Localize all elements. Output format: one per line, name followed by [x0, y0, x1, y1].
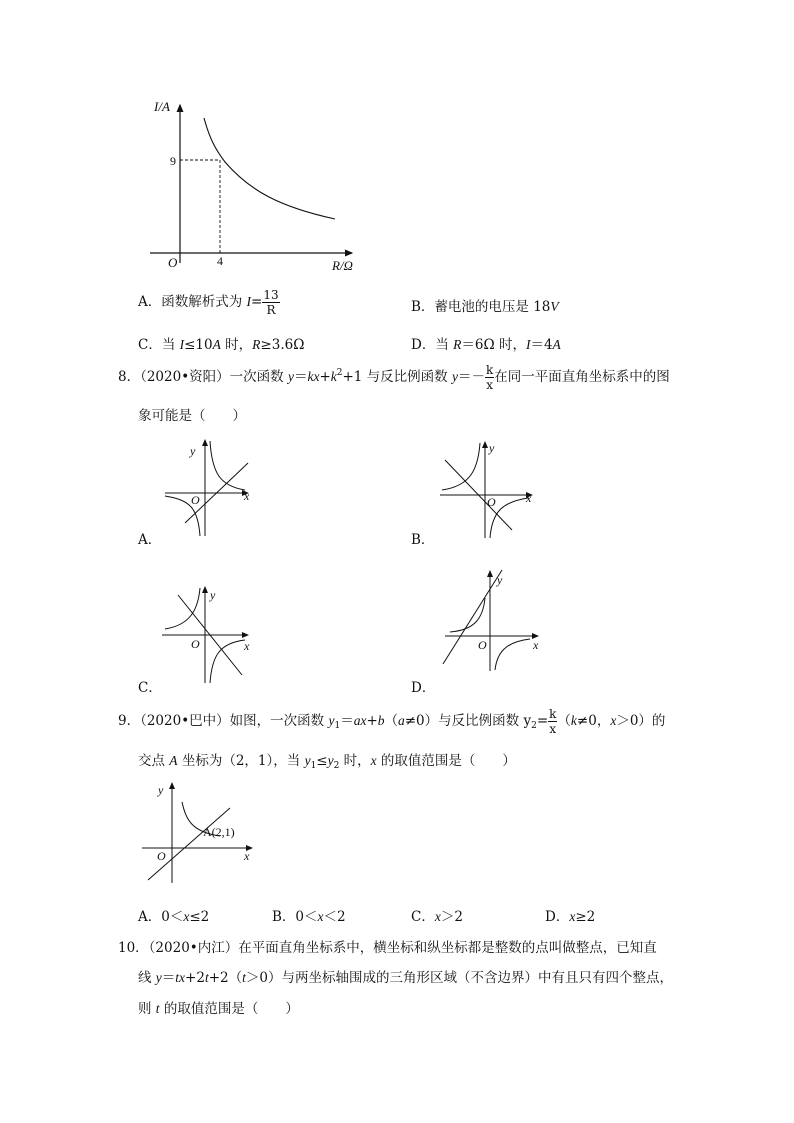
q9-c-pre: C．: [411, 909, 435, 925]
q7-a-text: A．函数解析式为: [138, 294, 247, 310]
q9-option-d: [545, 905, 595, 925]
q9-text-l2b: 坐标为（2，1），当: [177, 753, 305, 769]
q9-b-pre: B．0＜: [272, 909, 318, 925]
q9-sub2b: 2: [333, 761, 340, 771]
q9-y1: y: [328, 713, 335, 728]
q7-b-unit: V: [550, 299, 559, 314]
q9-c-x: x: [434, 909, 441, 924]
q9-line: [148, 808, 230, 880]
q9-a-x: x: [183, 909, 190, 924]
q9-cond-a: （: [384, 713, 398, 729]
q8-text-a: 8．（2020•资阳）一次函数: [118, 369, 288, 385]
q7-c-mid2: 时，: [220, 337, 253, 353]
q7-d-tail: ＝4: [530, 337, 553, 353]
q9-stem-line2: [138, 749, 516, 771]
q10-stem-line2: [138, 966, 673, 986]
q8-plus: +: [319, 369, 331, 385]
q9-c-post: ＞2: [440, 909, 463, 925]
q9-text-a: 9．（2020•巴中）如图，一次函数: [118, 713, 329, 729]
q9-le: ≤: [316, 753, 328, 769]
q8-frac-num: k: [485, 363, 494, 377]
q7-c-mid: ≤10: [184, 337, 213, 353]
q9-x-label: x: [244, 849, 250, 863]
q9-y2b: y: [327, 753, 334, 768]
q8b-x-label: x: [526, 491, 532, 505]
q10-eq: ＝: [161, 970, 176, 986]
q8b-hyperbola-q2: [442, 443, 480, 490]
q8c-origin: O: [191, 637, 200, 651]
q9-option-c: [411, 905, 463, 925]
q10-tx: tx: [175, 970, 186, 985]
q8d-origin: O: [478, 638, 487, 652]
q7-origin: O: [168, 255, 178, 270]
q8-frac-den: x: [486, 378, 493, 392]
q9-ax: ax: [353, 713, 367, 728]
q8-y2: y: [451, 369, 458, 384]
q9-b-post: ＜2: [323, 909, 346, 925]
q9-cond2-b: ≠0，: [576, 713, 611, 729]
q8-sup2: 2: [336, 368, 343, 378]
q7-d-mid: ＝6Ω 时，: [461, 337, 526, 353]
q7-d-var1: R: [453, 337, 462, 352]
q8a-x-label: x: [244, 489, 250, 503]
q9-y1b: y: [304, 753, 311, 768]
q9-text-l2d: 的取值范围是（ ）: [376, 753, 516, 769]
q9-frac-den: x: [549, 722, 557, 736]
q7-a-num: 13: [263, 288, 279, 302]
q10-t: t: [204, 970, 209, 985]
q7-a-den: R: [266, 303, 276, 317]
q7-y-label: I/A: [154, 99, 170, 114]
q9-cond2-a: （: [557, 713, 571, 729]
q10-text-l3a: 则: [138, 1001, 156, 1017]
q9-y2: y: [523, 713, 532, 729]
q7-a-fraction: [262, 289, 279, 316]
q10-text-l3b: 的取值范围是（ ）: [159, 1001, 299, 1017]
q8-y: y: [287, 369, 294, 384]
q8-k: k: [330, 369, 337, 384]
q7-a-eq: =: [251, 294, 263, 310]
q9-y-label: y: [158, 783, 164, 797]
q7-graph: [140, 95, 380, 285]
q8a-origin: O: [191, 493, 200, 507]
q9-b: b: [377, 713, 385, 728]
q9-d-post: ≥2: [575, 909, 596, 925]
q10-text-l2a: 线: [138, 970, 156, 986]
q8a-y-label: y: [190, 444, 196, 458]
q7-option-a: [138, 289, 280, 316]
q7-d-text: D．当: [411, 337, 454, 353]
q8-graph-b: [440, 440, 540, 540]
q9-origin: O: [157, 849, 166, 863]
q7-c-text: C．当: [138, 337, 180, 353]
q9-frac-num: k: [549, 707, 557, 721]
q8-eq: ＝: [293, 369, 308, 385]
q10-stem-line3: [138, 997, 299, 1017]
q7-c-var2: R: [252, 337, 261, 352]
q7-x-tick: 4: [217, 254, 223, 268]
q10-text-l2b: ＞0）与两坐标轴围成的三角形区域（不含边界）中有且只有四个整点，: [245, 970, 673, 986]
q10-plus: +2: [185, 970, 205, 986]
q8d-hyperbola-q2: [450, 598, 485, 632]
q8c-y-label: y: [210, 588, 216, 602]
q7-option-b: [411, 295, 559, 315]
q9-plus: +: [366, 713, 378, 729]
q8-eq-neg: ＝－: [457, 369, 485, 385]
q7-curve: [204, 118, 335, 219]
q9-a-pre: A．0＜: [138, 909, 184, 925]
q8-text-b: 在同一平面直角坐标系中的图: [494, 369, 670, 385]
q8-option-d-label: D．: [411, 680, 436, 696]
q7-a-var: I: [246, 294, 252, 309]
q7-c-var1: I: [179, 337, 185, 352]
q8-plus1: +1 与反比例函数: [342, 369, 452, 385]
q9-text-l2a: 交点: [138, 753, 170, 769]
q8c-hyperbola-q4: [210, 640, 245, 683]
q8-fraction: [485, 364, 494, 391]
q8d-hyperbola-q4: [495, 639, 530, 670]
q8-kx: kx: [307, 369, 320, 384]
q9-x: x: [610, 713, 617, 728]
q8-stem-line2: [138, 404, 246, 424]
q8-option-c-label: C．: [138, 680, 162, 696]
q7-b-text: B．蓄电池的电压是 18: [411, 299, 551, 315]
q7-d-var2: I: [525, 337, 531, 352]
q9-d-pre: D．: [545, 909, 570, 925]
q10-stem-line1: [118, 936, 657, 956]
q9-a: a: [398, 713, 405, 728]
q8-option-a-label: A．: [138, 532, 162, 548]
q7-d-unit: A: [552, 337, 561, 352]
q9-graph: [140, 780, 260, 885]
q8-graph-a: [160, 438, 260, 538]
q9-stem-line1: [118, 708, 665, 735]
q9-option-a: [138, 905, 209, 925]
q9-k: k: [570, 713, 577, 728]
q7-x-label: R/Ω: [332, 258, 353, 273]
q7-c-unit: A: [212, 337, 221, 352]
q9-A: A: [169, 753, 178, 768]
q8-option-b-label: B．: [411, 532, 435, 548]
q7-y-tick: 9: [170, 154, 176, 168]
q9-eq1: ＝: [340, 713, 354, 729]
q8d-line: [443, 570, 502, 664]
q10-t3: t: [155, 1001, 160, 1016]
q9-sub1b: 1: [310, 761, 317, 771]
q9-point-label: A(2,1): [203, 825, 235, 839]
q9-cond2-c: ＞0）的: [616, 713, 666, 729]
q9-a-post: ≤2: [189, 909, 210, 925]
q8c-hyperbola-q2: [165, 588, 200, 629]
q9-d-x: x: [569, 909, 576, 924]
q8b-origin: O: [487, 495, 496, 509]
q8-graph-d: [440, 568, 550, 673]
q7-option-c: [138, 333, 304, 353]
q9-sub2: 2: [531, 721, 537, 731]
q8d-y-label: y: [497, 573, 503, 587]
q10-t2: t: [242, 970, 246, 985]
q10-plus2: +2（: [208, 970, 243, 986]
q8-graph-c: [160, 585, 260, 685]
q9-cond-b: ≠0）与反比例函数: [404, 713, 524, 729]
q9-xb: x: [370, 753, 377, 768]
q7-c-tail: ≥3.6Ω: [260, 337, 305, 353]
q8c-x-label: x: [244, 639, 250, 653]
q9-eq2: =: [536, 713, 549, 729]
q8d-x-label: x: [533, 638, 539, 652]
q8b-hyperbola-q4: [490, 498, 528, 538]
q9-sub1: 1: [334, 721, 341, 731]
q10-y: y: [155, 970, 162, 985]
q8-text-line2: 象可能是（ ）: [138, 408, 246, 424]
q8-stem-line1: [118, 364, 670, 391]
q9-b-x: x: [317, 909, 324, 924]
q7-option-d: [411, 333, 561, 353]
q10-text-line1: 10．（2020•内江）在平面直角坐标系中，横坐标和纵坐标都是整数的点叫做整点，已知直: [118, 940, 657, 956]
q9-text-l2c: 时，: [339, 753, 371, 769]
q8b-y-label: y: [489, 441, 495, 455]
q9-option-b: [272, 905, 346, 925]
